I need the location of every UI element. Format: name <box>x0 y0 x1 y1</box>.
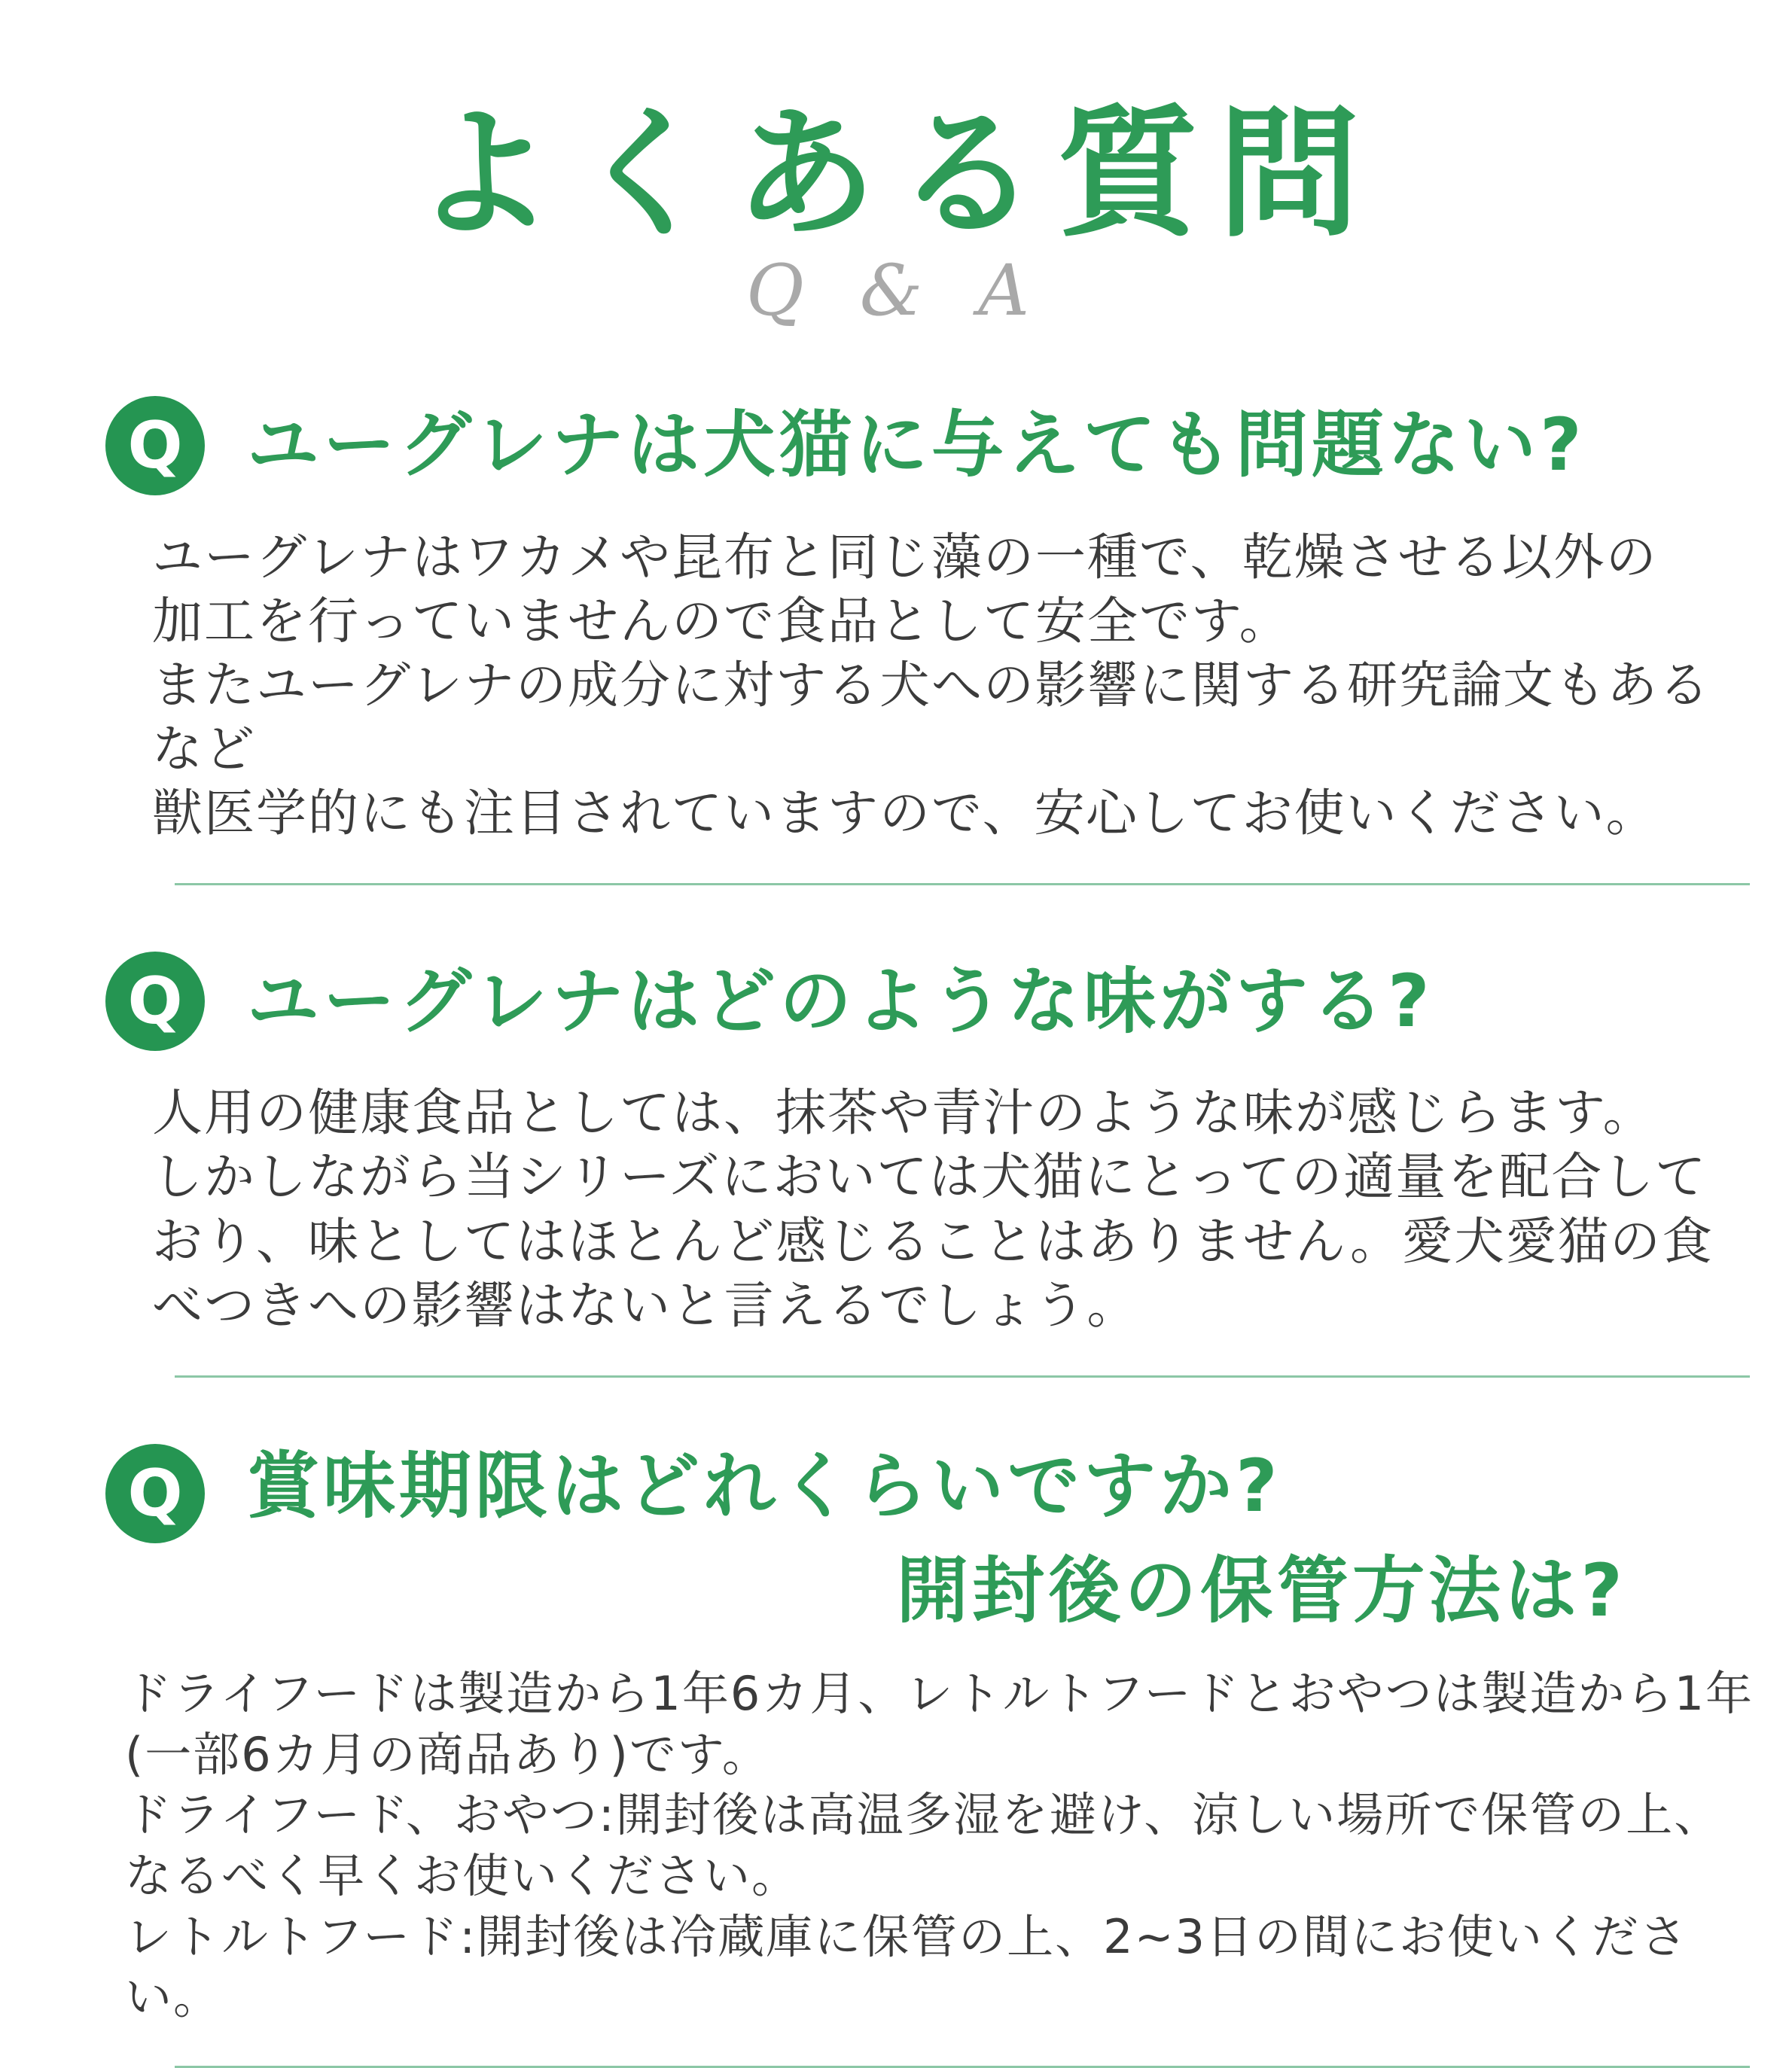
answer-text <box>152 525 1754 845</box>
answer-text <box>152 1081 1754 1337</box>
question-text <box>247 1444 1754 1634</box>
answer-line: なるべく早くお使いください。 <box>125 1848 800 1904</box>
qa-section-3 <box>105 1444 1754 2068</box>
answer-line: またユーグレナの成分に対する犬への影響に関する研究論文もあるなど <box>152 656 1711 779</box>
question-row <box>105 1444 1754 1634</box>
answer-line: しかしながら当シリーズにおいては犬猫にとっての適量を配合して <box>152 1147 1708 1207</box>
answer-line: レトルトフード:開封後は冷蔵庫に保管の上、2~3日の間にお使いください。 <box>125 1908 1689 2025</box>
answer-line: ドライフードは製造から1年6カ月、レトルトフードとおやつは製造から1年 <box>125 1666 1754 1722</box>
answer-line: ドライフード、おやつ:開封後は高温多湿を避け、涼しい場所で保管の上、 <box>125 1787 1723 1843</box>
qa-section-1 <box>105 396 1754 885</box>
question-row <box>105 952 1754 1051</box>
answer-text <box>125 1664 1754 2028</box>
page-subtitle: Q & A <box>745 250 1047 332</box>
answer-line: べつきへの影響はないと言えるでしょう。 <box>152 1275 1139 1335</box>
answer-line: 加工を行っていませんので食品として安全です。 <box>152 592 1291 651</box>
page-title: よくある質問 <box>413 92 1379 257</box>
answer-line: (一部6カ月の商品あり)です。 <box>125 1726 770 1782</box>
q-badge-letter: Q <box>127 1455 183 1531</box>
answer-line: ユーグレナはワカメや昆布と同じ藻の一種で、乾燥させる以外の <box>152 528 1658 586</box>
question-line-1: 賞味期限はどれくらいですか? <box>247 1443 1282 1528</box>
qa-sections <box>0 396 1792 2068</box>
q-badge-icon <box>105 1444 205 1543</box>
section-divider <box>175 2066 1750 2068</box>
question-text: ユーグレナは犬猫に与えても問題ない? <box>247 403 1586 488</box>
answer-line: 人用の健康食品としては、抹茶や青汁のような味が感じらます。 <box>152 1083 1655 1143</box>
answer-line: 獣医学的にも注目されていますので、安心してお使いください。 <box>152 784 1658 843</box>
section-divider <box>175 1375 1750 1378</box>
q-badge-letter: Q <box>127 964 183 1040</box>
q-badge-icon <box>105 396 205 495</box>
page-header <box>0 0 1792 332</box>
question-row <box>105 396 1754 495</box>
q-badge-letter: Q <box>127 408 183 483</box>
q-badge-icon <box>105 952 205 1051</box>
section-divider <box>175 883 1750 885</box>
qa-section-2 <box>105 952 1754 1377</box>
question-line-2: 開封後の保管方法は? <box>896 1548 1626 1633</box>
question-text: ユーグレナはどのような味がする? <box>247 958 1434 1043</box>
answer-line: おり、味としてはほとんど感じることはありません。愛犬愛猫の食 <box>152 1211 1714 1271</box>
